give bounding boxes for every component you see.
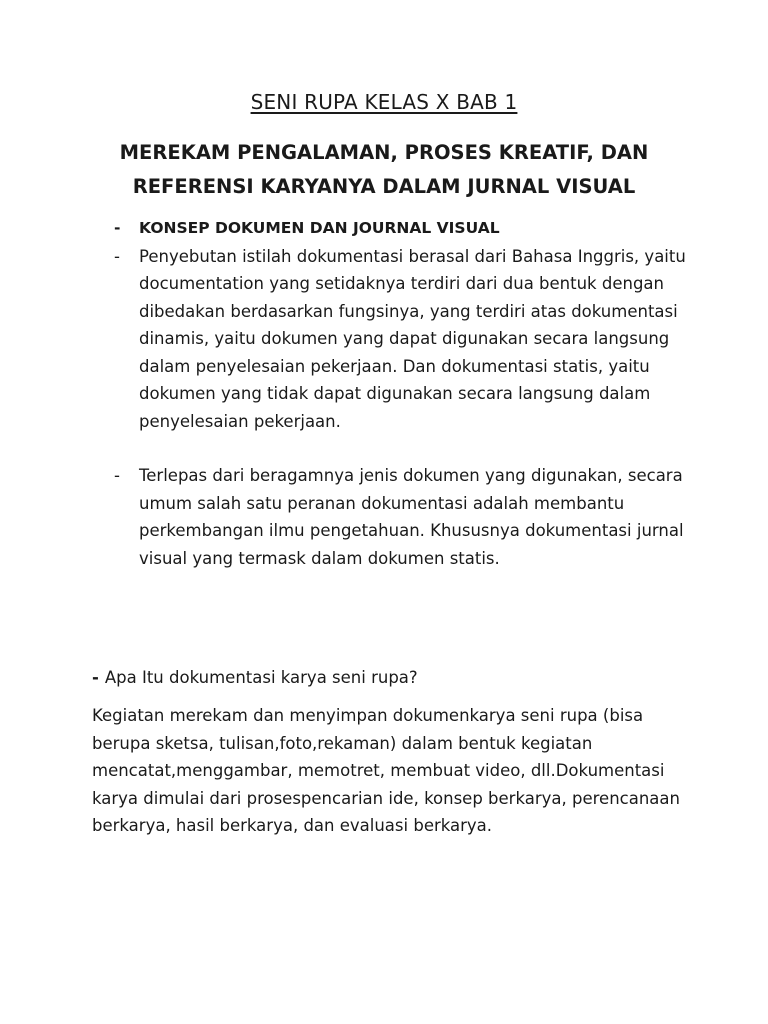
chapter-title-line-1: MEREKAM PENGALAMAN, PROSES KREATIF, DAN bbox=[119, 141, 649, 164]
question-line bbox=[92, 664, 418, 691]
list-item bbox=[112, 243, 712, 436]
list-item bbox=[112, 462, 712, 572]
bullet-dash: - bbox=[114, 466, 120, 485]
bullet-dash: - bbox=[114, 246, 120, 266]
bullet-dash: - bbox=[114, 219, 121, 237]
list-item-text: KONSEP DOKUMEN DAN JOURNAL VISUAL bbox=[139, 219, 500, 237]
chapter-title bbox=[60, 136, 708, 204]
chapter-title-line-2: REFERENSI KARYANYA DALAM JURNAL VISUAL bbox=[132, 175, 636, 198]
list-item-text: Terlepas dari beragamnya jenis dokumen yang digunakan, secara umum salah satu peranan dokumentasi adalah membantu perkembangan ilmu pengetahuan. Khususnya dokumentasi jurnal visual yang termask dalam dokumen statis. bbox=[139, 466, 684, 568]
question-dash: - bbox=[92, 668, 99, 687]
subject-title: SENI RUPA KELAS X BAB 1 bbox=[250, 90, 518, 114]
bullet-list bbox=[112, 215, 712, 572]
list-item-text: Penyebutan istilah dokumentasi berasal dari Bahasa Inggris, yaitu documentation yang setidaknya terdiri dari dua bentuk dengan dibedakan berdasarkan fungsinya, yang terdiri atas dokumentasi dinamis, yaitu dokumen yang dapat digunakan secara langsung dalam penyelesaian pekerjaan. Dan dokumentasi statis, yaitu dokumen yang tidak dapat digunakan secara langsung dalam penyelesaian pekerjaan. bbox=[139, 246, 686, 431]
list-item bbox=[112, 215, 712, 243]
question-text: Apa Itu dokumentasi karya seni rupa? bbox=[104, 668, 418, 687]
answer-paragraph: Kegiatan merekam dan menyimpan dokumenkarya seni rupa (bisa berupa sketsa, tulisan,foto,rekaman) dalam bentuk kegiatan mencatat,menggambar, memotret, membuat video, dll.Dokumentasi karya dimulai dari prosespencarian ide, konsep berkarya, perencanaan berkarya, hasil berkarya, dan evaluasi berkarya. bbox=[92, 706, 680, 835]
